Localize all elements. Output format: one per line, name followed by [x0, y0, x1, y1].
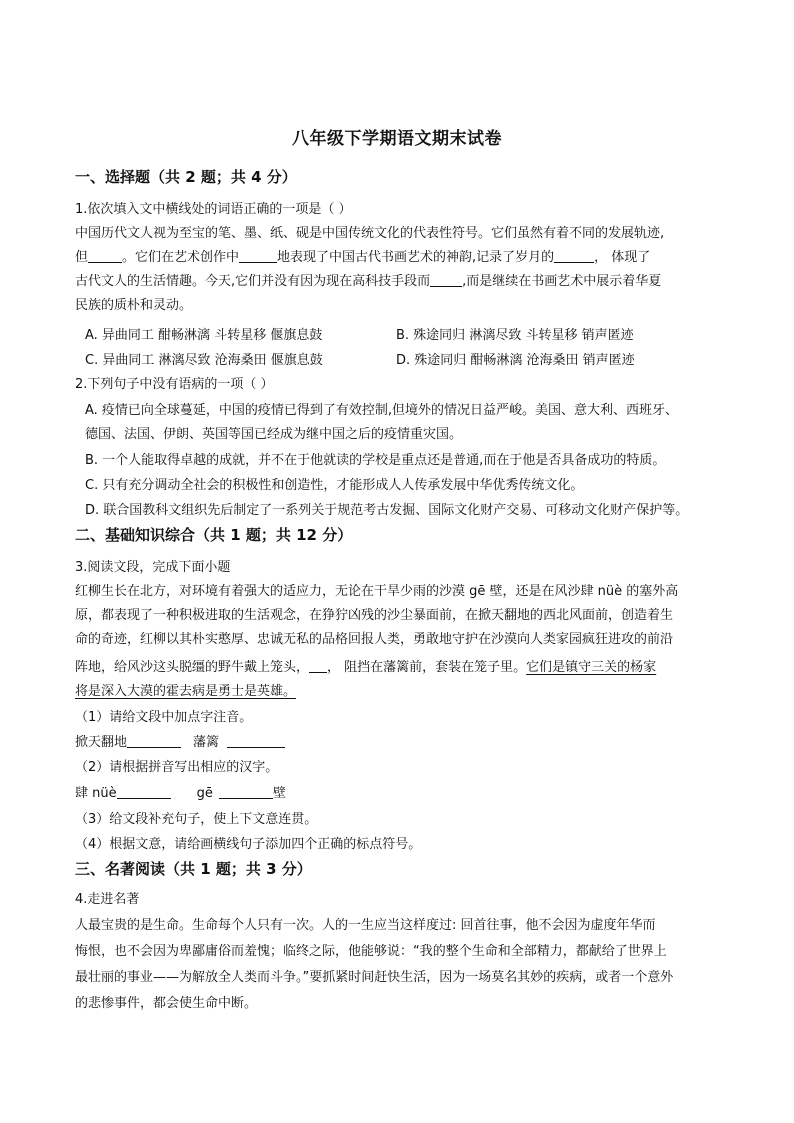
question-1-option-c[interactable]: C. 异曲同工 淋漓尽致 沧海桑田 偃旗息鼓: [85, 353, 323, 368]
blank: [239, 248, 277, 263]
question-3-sub-2-items: 肆 nüè gē 壁: [75, 786, 286, 801]
blank: [430, 272, 462, 287]
blank: [554, 248, 594, 263]
question-1-passage-line: 中国历代文人视为至宝的笔、墨、纸、砚是中国传统文化的代表性符号。它们虽然有着不同的发展轨迹,: [75, 226, 665, 241]
question-1-passage-line: 民族的质朴和灵动。: [75, 298, 193, 313]
underlined-sentence: 它们是镇守三关的杨家: [526, 660, 657, 675]
question-1-option-a[interactable]: A. 异曲同工 酣畅淋漓 斗转星移 偃旗息鼓: [85, 328, 323, 343]
question-1-passage-line: 古代文人的生活情趣。今天,它们并没有因为现在高科技手段而 ,而是继续在书画艺术中展示着华夏: [75, 274, 662, 289]
question-3-sub-2: （2）请根据拼音写出相应的汉字。: [75, 760, 279, 775]
question-1-option-d[interactable]: D. 殊途同归 酣畅淋漓 沧海桑田 销声匿迹: [396, 353, 635, 368]
question-3-sub-4: （4）根据文意，请给画横线句子添加四个正确的标点符号。: [75, 837, 422, 852]
question-4-passage-line: 人最宝贵的是生命。生命每个人只有一次。人的一生应当这样度过: 回首往事，他不会因为虚度年华而: [75, 918, 656, 933]
question-3-sub-3: （3）给文段补充句子，使上下文意连贯。: [75, 812, 318, 827]
question-2-option-b[interactable]: B. 一个人能取得卓越的成就，并不在于他就读的学校是重点还是普通,而在于他是否具备成功的特质。: [85, 453, 666, 468]
question-1-stem: 1.依次填入文中横线处的词语正确的一项是（ ）: [75, 202, 352, 217]
question-4-passage-line: 最壮丽的事业——为解放全人类而斗争。”要抓紧时间赶快生活，因为一场莫名其妙的疾病，或者一个意外: [75, 970, 674, 985]
blank: [88, 248, 122, 263]
question-2-stem: 2.下列句子中没有语病的一项（ ）: [75, 377, 274, 392]
answer-blank[interactable]: [127, 733, 181, 748]
question-4-passage-line: 的悲惨事件，都会使生命中断。: [75, 996, 258, 1011]
section-heading-choice: 一、选择题（共 2 题；共 4 分）: [75, 168, 297, 186]
question-2-option-a-cont: 德国、法国、伊朗、英国等国已经成为继中国之后的疫情重灾国。: [85, 427, 463, 442]
question-3-sub-1: （1）请给文段中加点字注音。: [75, 710, 253, 725]
question-3-passage-line: 红柳生长在北方，对环境有着强大的适应力，无论在干旱少雨的沙漠 gē 壁，还是在风沙肆 nüè 的塞外高: [75, 584, 679, 599]
answer-blank[interactable]: [227, 733, 285, 748]
question-1-option-b[interactable]: B. 殊途同归 淋漓尽致 斗转星移 销声匿迹: [396, 328, 634, 343]
question-2-option-c[interactable]: C. 只有充分调动全社会的积极性和创造性，才能形成人人传承发展中华优秀传统文化。: [85, 478, 584, 493]
underlined-sentence: 将是深入大漠的霍去病是勇士是英雄。: [75, 684, 297, 699]
question-3-passage-line: 原，都表现了一种积极进取的生活观念，在狰狞凶残的沙尘暴面前，在掀天翻地的西北风面前，创造着生: [75, 608, 674, 623]
question-3-passage-line: 阵地，给风沙这头脱缰的野牛戴上笼头， ， 阻挡在藩篱前，套装在笼子里。它们是镇守三关的杨家: [75, 660, 657, 675]
question-4-stem: 4.走进名著: [75, 892, 140, 907]
question-2-option-a[interactable]: A. 疫情已向全球蔓延，中国的疫情已得到了有效控制,但境外的情况日益严峻。美国、意大利、西班牙、: [85, 403, 679, 418]
question-1-passage-line: 但 。它们在艺术创作中 地表现了中国古代书画艺术的神韵,记录了岁月的 ， 体现了: [75, 250, 651, 265]
section-heading-basics: 二、基础知识综合（共 1 题；共 12 分）: [75, 526, 353, 544]
question-3-sub-1-items: 掀天翻地 藩篱: [75, 731, 725, 755]
question-3-stem: 3.阅读文段，完成下面小题: [75, 560, 231, 575]
question-4-passage-line: 悔恨，也不会因为卑鄙庸俗而羞愧；临终之际，他能够说：“我的整个生命和全部精力，都献给了世界上: [75, 944, 667, 959]
answer-blank[interactable]: [117, 784, 171, 799]
answer-blank[interactable]: [219, 784, 273, 799]
page-title: 八年级下学期语文期末试卷: [292, 129, 502, 149]
question-2-option-d[interactable]: D. 联合国教科文组织先后制定了一系列关于规范考古发掘、国际文化财产交易、可移动文化财产保护等。: [85, 503, 689, 518]
section-heading-classics: 三、名著阅读（共 1 题；共 3 分）: [75, 860, 312, 878]
blank: [309, 658, 327, 673]
question-3-passage-line: 命的奇迹，红柳以其朴实憨厚、忠诚无私的品格回报人类，勇敢地守护在沙漠向人类家园疯狂进攻的前沿: [75, 632, 674, 647]
